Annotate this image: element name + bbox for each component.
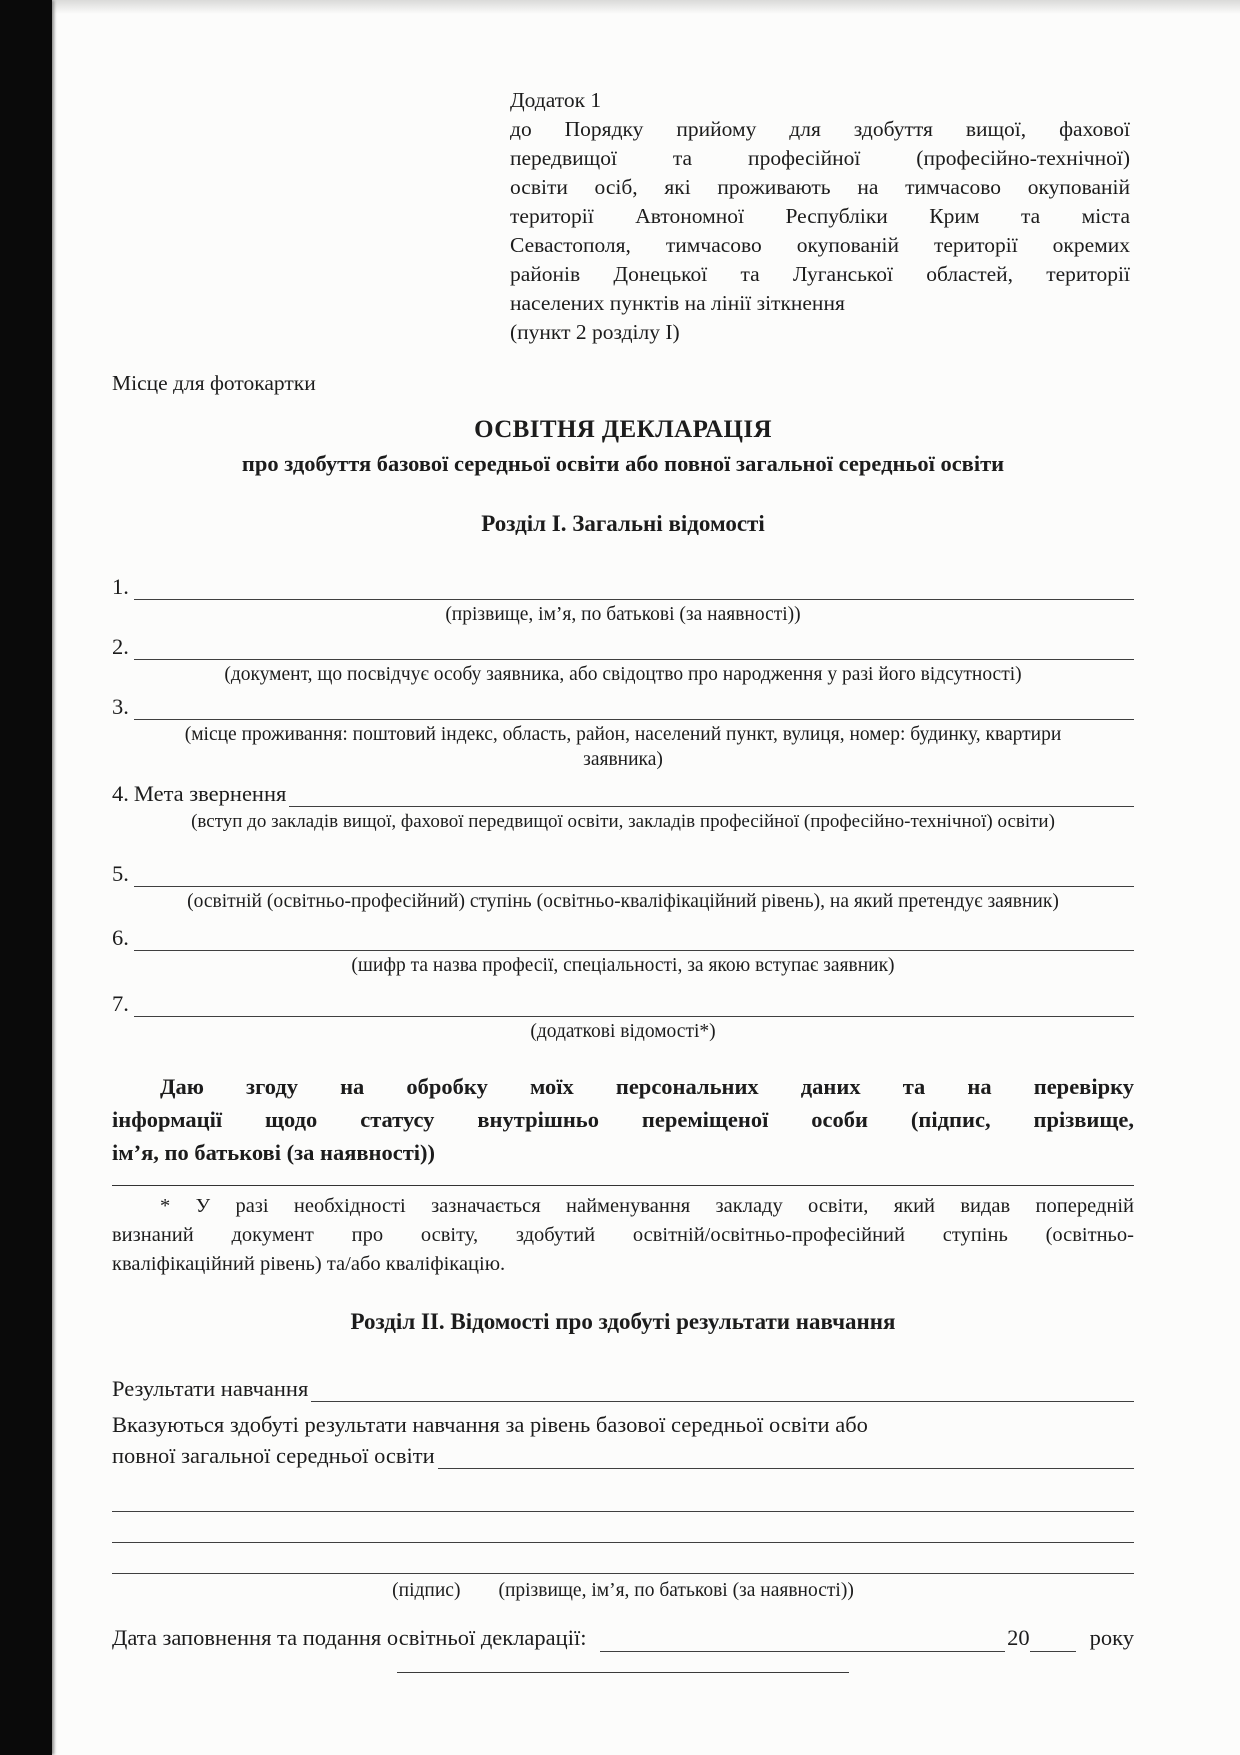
field-6-number: 6. — [112, 925, 129, 950]
results-note-row2 — [112, 1442, 1134, 1469]
field-1-caption: (прізвище, ім’я, по батькові (за наявності)) — [445, 604, 801, 625]
field-2-number: 2. — [112, 634, 129, 659]
annex-label: Додаток 1 — [510, 88, 602, 112]
document-subtitle: про здобуття базової середньої освіти або повної загальної середньої освіти — [241, 451, 1005, 476]
signature-caption-name: (прізвище, ім’я, по батькові (за наявності)) — [498, 1580, 854, 1601]
annex-body-line: передвищої та професійної (професійно-технічної) — [510, 146, 1130, 170]
document-title: ОСВІТНЯ ДЕКЛАРАЦІЯ — [474, 416, 772, 443]
results-input-line[interactable] — [311, 1377, 1134, 1402]
field-1-input-line[interactable] — [134, 575, 1134, 600]
date-year-input-line[interactable] — [1030, 1627, 1076, 1652]
annex-body-line: території Автономної Республіки Крим та міста — [510, 204, 1130, 228]
results-note-line1: Вказуються здобуті результати навчання за рівень базової середньої освіти або — [112, 1412, 868, 1437]
section1-heading: Розділ I. Загальні відомості — [481, 511, 765, 536]
date-year-suffix: року — [1089, 1625, 1134, 1650]
annex-reference-block — [510, 0, 1130, 347]
field-row-3 — [112, 693, 1134, 720]
date-input-line[interactable] — [600, 1627, 1005, 1652]
blank-write-line-1[interactable] — [112, 1481, 1134, 1512]
annex-body-line: Севастополя, тимчасово окупованій території окремих — [510, 233, 1130, 257]
field-row-7 — [112, 990, 1134, 1017]
field-1-number: 1. — [112, 574, 129, 599]
signature-caption-sign: (підпис) — [392, 1580, 461, 1601]
bottom-signature-line[interactable] — [397, 1672, 849, 1673]
date-label: Дата заповнення та подання освітньої декларації: — [112, 1625, 587, 1650]
field-4-number: 4. — [112, 781, 129, 806]
field-7-number: 7. — [112, 991, 129, 1016]
results-note-input-line[interactable] — [438, 1444, 1134, 1469]
field-row-4 — [112, 780, 1134, 807]
consent-line: Даю згоду на обробку моїх персональних даних та на перевірку — [160, 1074, 1134, 1099]
field-6-caption: (шифр та назва професії, спеціальності, за якою вступає заявник) — [351, 955, 895, 976]
field-7-input-line[interactable] — [134, 992, 1134, 1017]
field-2-input-line[interactable] — [134, 635, 1134, 660]
results-label: Результати навчання — [112, 1376, 309, 1401]
section2-heading: Розділ II. Відомості про здобуті результати навчання — [350, 1309, 896, 1334]
annex-clause: (пункт 2 розділу I) — [510, 320, 680, 344]
annex-body-line: районів Донецької та Луганської областей, території — [510, 262, 1130, 286]
annex-body-line: населених пунктів на лінії зіткнення — [510, 291, 845, 315]
signature-line[interactable] — [112, 1543, 1134, 1574]
footnote-line: * У разі необхідності зазначається найменування закладу освіти, який видав попередній — [160, 1195, 1134, 1217]
field-4-input-line[interactable] — [289, 782, 1134, 807]
annex-body-line: до Порядку прийому для здобуття вищої, фахової — [510, 117, 1130, 141]
field-7-caption: (додаткові відомості*) — [530, 1021, 716, 1042]
field-row-5 — [112, 860, 1134, 887]
field-row-2 — [112, 633, 1134, 660]
results-row — [112, 1375, 1134, 1402]
date-row — [112, 1624, 1134, 1652]
scan-edge-artifact — [0, 0, 52, 1755]
document-content — [112, 0, 1134, 1673]
consent-line: ім’я, по батькові (за наявності)) — [112, 1140, 436, 1165]
field-row-6 — [112, 924, 1134, 951]
field-4-label: Мета звернення — [133, 781, 287, 806]
field-row-1 — [112, 573, 1134, 600]
field-5-caption: (освітній (освітньо-професійний) ступінь (освітньо-кваліфікаційний рівень), на який претендує заявник) — [187, 891, 1059, 912]
footnote-text — [112, 1192, 1134, 1279]
footnote-line: кваліфікаційний рівень) та/або кваліфікацію. — [112, 1253, 506, 1275]
field-3-input-line[interactable] — [134, 695, 1134, 720]
photo-placeholder-note: Місце для фотокартки — [112, 371, 316, 395]
field-3-caption: (місце проживання: поштовий індекс, область, район, населений пункт, вулиця, номер: будинку, квартири заявника) — [184, 724, 1062, 770]
annex-body-line: освіти осіб, які проживають на тимчасово окупованій — [510, 175, 1130, 199]
footnote-line: визнаний документ про освіту, здобутий освітній/освітньо-професійний ступінь (освітньо- — [112, 1224, 1134, 1246]
results-note-line2: повної загальної середньої освіти — [112, 1443, 435, 1468]
field-6-input-line[interactable] — [134, 926, 1134, 951]
blank-write-line-2[interactable] — [112, 1512, 1134, 1543]
field-3-number: 3. — [112, 694, 129, 719]
date-year-prefix: 20 — [1007, 1625, 1030, 1650]
field-5-number: 5. — [112, 861, 129, 886]
field-4-caption: (вступ до закладів вищої, фахової передвищої освіти, закладів професійної (професійно-технічної) освіти) — [191, 811, 1055, 832]
consent-line: інформації щодо статусу внутрішньо переміщеної особи (підпис, прізвище, — [112, 1107, 1134, 1132]
consent-statement — [112, 1070, 1134, 1169]
footnote-divider — [112, 1185, 1134, 1186]
field-5-input-line[interactable] — [134, 862, 1134, 887]
field-2-caption: (документ, що посвідчує особу заявника, або свідоцтво про народження у разі його відсутності) — [224, 664, 1022, 685]
signature-caption-row — [112, 1580, 1134, 1602]
